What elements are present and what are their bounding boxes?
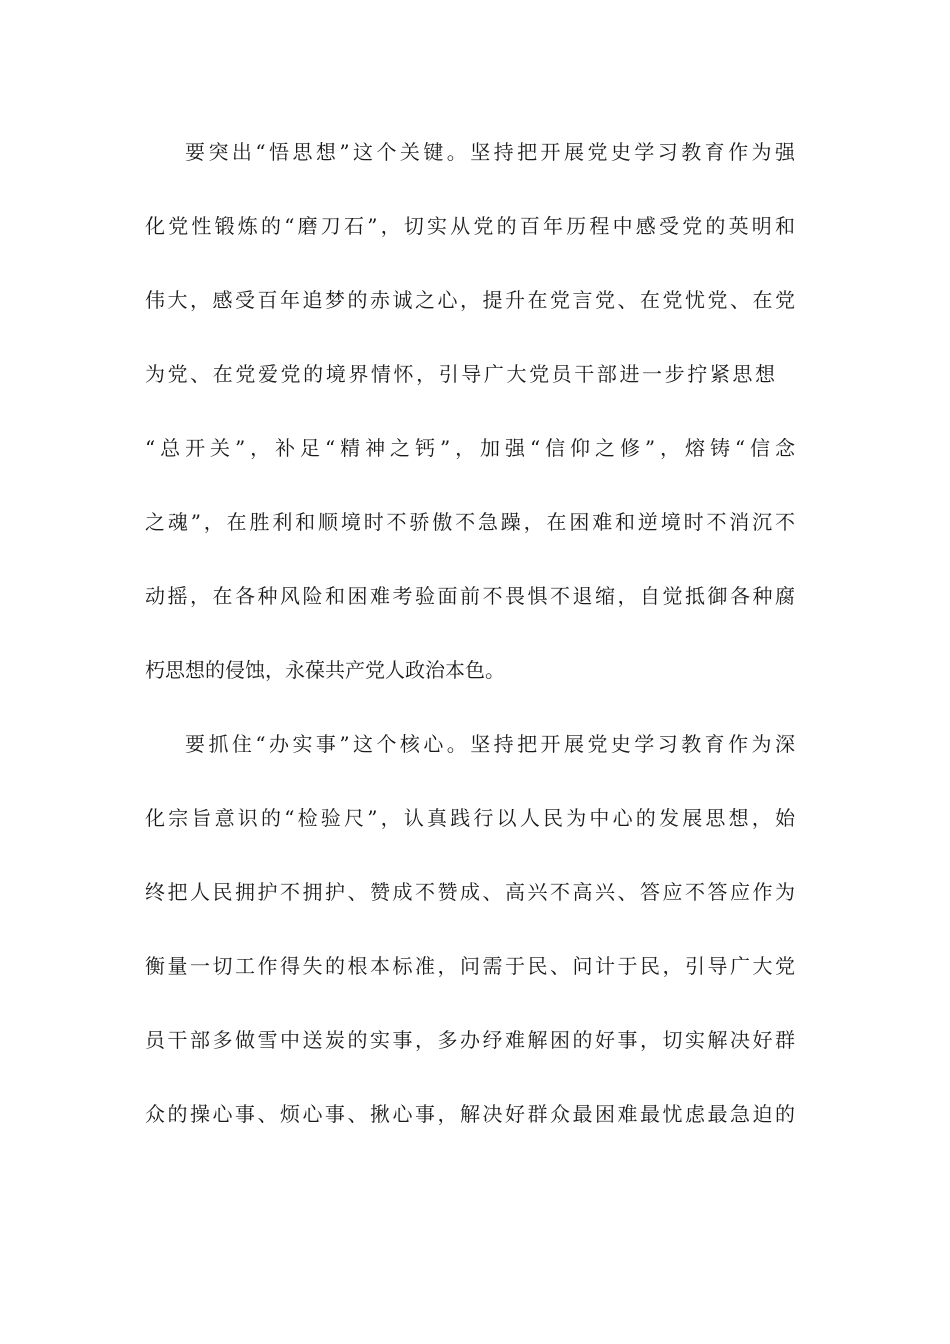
text-line: 为党、在党爱党的境界情怀，引导广大党员干部进一步拧紧思想 <box>145 362 775 386</box>
text-line: 动摇，在各种风险和困难考验面前不畏惧不退缩，自觉抵御各种腐 <box>145 584 795 608</box>
text-line: 要抓住“办实事”这个核心。坚持把开展党史学习教育作为深 <box>185 732 795 756</box>
text-line: 众的操心事、烦心事、揪心事，解决好群众最困难最忧虑最急迫的 <box>145 1102 795 1126</box>
text-line: 终把人民拥护不拥护、赞成不赞成、高兴不高兴、答应不答应作为 <box>145 880 795 904</box>
text-line: 化宗旨意识的“检验尺”，认真践行以人民为中心的发展思想，始 <box>145 806 795 830</box>
text-line: “总开关”，补足“精神之钙”，加强“信仰之修”，熔铸“信念 <box>145 436 795 460</box>
text-line: 化党性锻炼的“磨刀石”，切实从党的百年历程中感受党的英明和 <box>145 214 795 238</box>
text-line: 之魂”，在胜利和顺境时不骄傲不急躁，在困难和逆境时不消沉不 <box>145 510 795 534</box>
text-line: 要突出“悟思想”这个关键。坚持把开展党史学习教育作为强 <box>185 140 795 164</box>
text-line: 员干部多做雪中送炭的实事，多办纾难解困的好事，切实解决好群 <box>145 1028 795 1052</box>
text-line: 衡量一切工作得失的根本标准，问需于民、问计于民，引导广大党 <box>145 954 795 978</box>
text-line: 伟大，感受百年追梦的赤诚之心，提升在党言党、在党忧党、在党 <box>145 288 795 312</box>
text-line: 朽思想的侵蚀，永葆共产党人政治本色。 <box>145 658 505 682</box>
